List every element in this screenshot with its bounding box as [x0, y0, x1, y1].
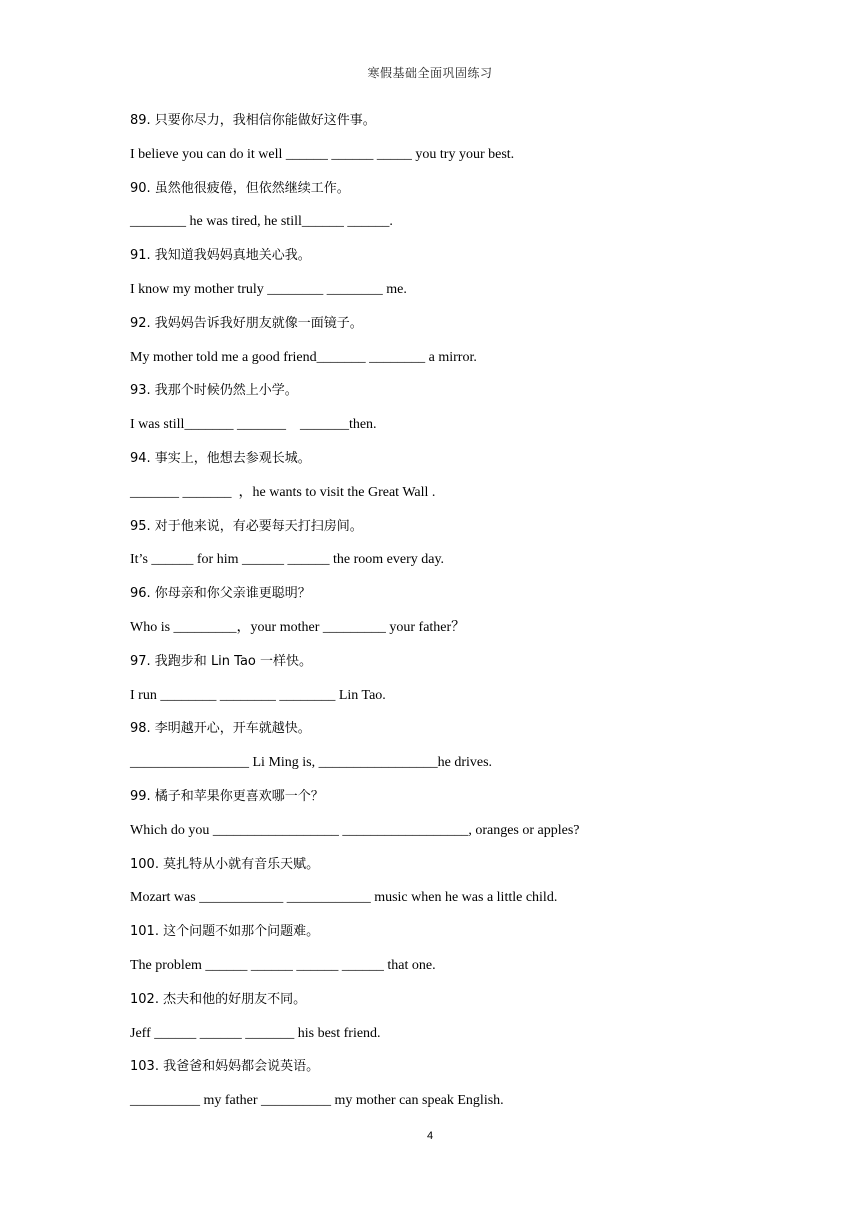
question-98-chinese: 98. 李明越开心，开车就越快。 — [130, 721, 311, 737]
question-95-english: It’s ______ for him ______ ______ the room every day. — [130, 552, 445, 568]
question-103-english: __________ my father __________ my mother can speak English. — [130, 1093, 504, 1109]
question-94-english: _______ _______ ，he wants to visit the Great Wall . — [130, 484, 436, 500]
question-97-chinese: 97. 我跑步和 Lin Tao 一样快。 — [130, 653, 313, 669]
question-91-chinese: 91. 我知道我妈妈真地关心我。 — [130, 248, 311, 264]
question-103-chinese: 103. 我爸爸和妈妈都会说英语。 — [130, 1059, 320, 1075]
question-89-english: I believe you can do it well ______ ______ _____ you try your best. — [130, 146, 515, 162]
question-101-chinese: 101. 这个问题不如那个问题难。 — [130, 924, 320, 940]
question-95-chinese: 95. 对于他来说，有必要每天打扫房间。 — [130, 518, 363, 534]
question-93-english: I was still_______ _______ _______then. — [130, 417, 377, 433]
question-99-chinese: 99. 橘子和苹果你更喜欢哪一个？ — [130, 788, 324, 804]
question-96-english: Who is _________，your mother _________ your father？ — [130, 619, 466, 635]
exercise-list — [130, 111, 750, 1125]
question-92-english: My mother told me a good friend_______ ________ a mirror. — [130, 349, 477, 365]
question-90-chinese: 90. 虽然他很疲倦，但依然继续工作。 — [130, 180, 350, 196]
page-number: 4 — [426, 1130, 434, 1142]
question-92-chinese: 92. 我妈妈告诉我好朋友就像一面镜子。 — [130, 315, 363, 331]
page-header: 寒假基础全面巩固练习 — [367, 66, 493, 80]
question-100-chinese: 100. 莫扎特从小就有音乐天赋。 — [130, 856, 320, 872]
question-90-english: ________ he was tired, he still______ ______. — [130, 214, 393, 230]
question-100-english: Mozart was ____________ ____________ music when he was a little child. — [130, 890, 558, 906]
question-102-english: Jeff ______ ______ _______ his best friend. — [130, 1025, 381, 1041]
question-101-english: The problem ______ ______ ______ ______ that one. — [130, 957, 436, 973]
question-91-english: I know my mother truly ________ ________ me. — [130, 281, 407, 297]
question-98-english: _________________ Li Ming is, _________________he drives. — [130, 755, 493, 771]
question-96-chinese: 96. 你母亲和你父亲谁更聪明？ — [130, 586, 311, 602]
question-89-chinese: 89. 只要你尽力，我相信你能做好这件事。 — [130, 113, 376, 128]
question-93-chinese: 93. 我那个时候仍然上小学。 — [130, 383, 298, 399]
question-97-english: I run ________ ________ ________ Lin Tao. — [130, 687, 386, 703]
question-102-chinese: 102. 杰夫和他的好朋友不同。 — [130, 991, 307, 1007]
question-99-english: Which do you __________________ __________________, oranges or apples? — [130, 822, 580, 838]
question-94-chinese: 94. 事实上，他想去参观长城。 — [130, 450, 311, 466]
